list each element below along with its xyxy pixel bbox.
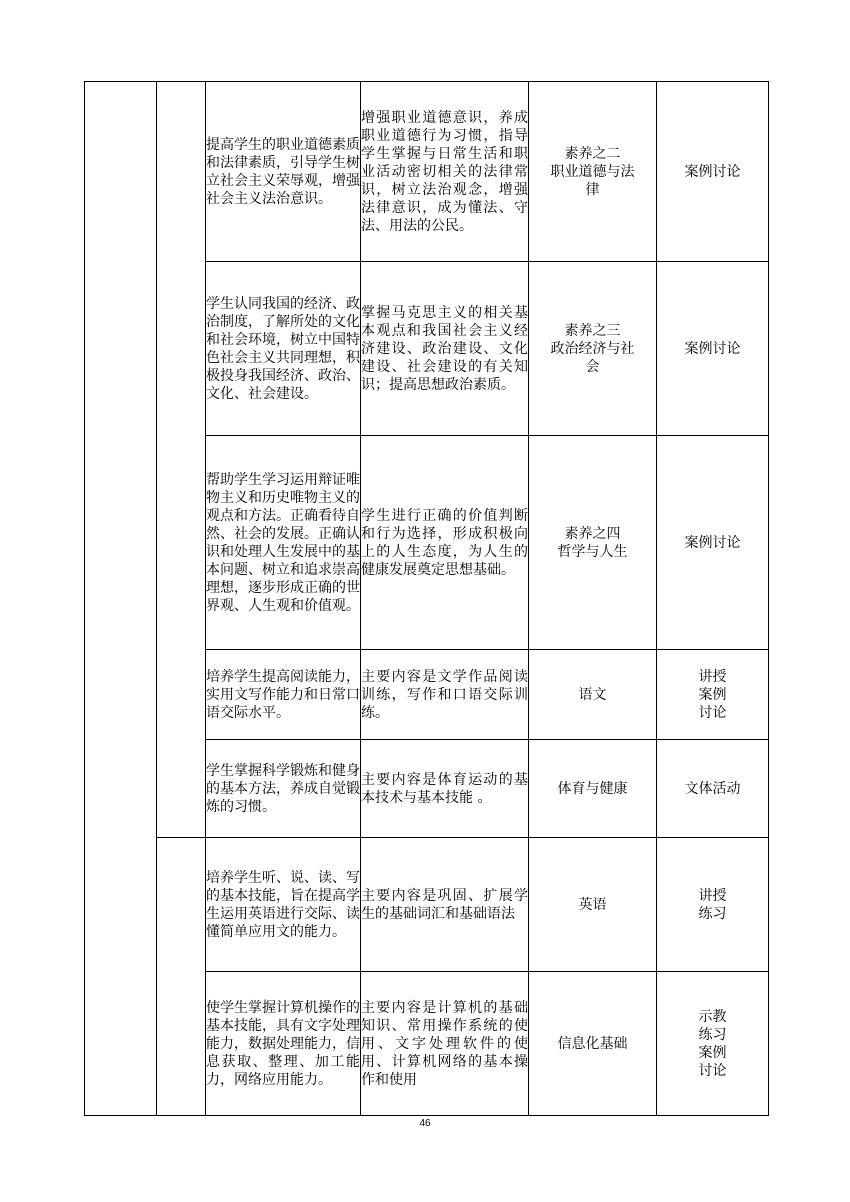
- subcategory-cell: [157, 82, 206, 838]
- content-cell: 掌握马克思主义的相关基本观点和我国社会主义经济建设、政治建设、文化建设、社会建设的有关知识；提高思想政治素质。: [361, 262, 529, 436]
- course-name-cell: 素养之四 哲学与人生: [529, 436, 657, 650]
- goal-cell: 培养学生提高阅读能力，实用文写作能力和日常口语交际水平。: [206, 650, 361, 740]
- content-cell: 学生进行正确的价值判断和行为选择，形成积极向上的人生态度，为人生的健康发展奠定思想基础。: [361, 436, 529, 650]
- goal-cell: 培养学生听、说、读、写的基本技能，旨在提高学生运用英语进行交际、读懂简单应用文的能力。: [206, 838, 361, 972]
- course-name-cell: 信息化基础: [529, 972, 657, 1116]
- goal-cell: 提高学生的职业道德素质和法律素质，引导学生树立社会主义荣辱观，增强社会主义法治意识。: [206, 82, 361, 262]
- content-cell: 主要内容是体育运动的基本技术与基本技能 。: [361, 740, 529, 838]
- goal-cell: 学生掌握科学锻炼和健身的基本方法，养成自觉锻炼的习惯。: [206, 740, 361, 838]
- content-cell: 主要内容是计算机的基础知识、常用操作系统的使用、文字处理软件的使用、计算机网络的基本操作和使用: [361, 972, 529, 1116]
- teaching-method-cell: 文体活动: [657, 740, 769, 838]
- subcategory-cell: [157, 838, 206, 1116]
- content-cell: 主要内容是文学作品阅读训练，写作和口语交际训练。: [361, 650, 529, 740]
- teaching-method-cell: 案例讨论: [657, 262, 769, 436]
- goal-cell: 学生认同我国的经济、政治制度，了解所处的文化和社会环境，树立中国特色社会主义共同理想，积极投身我国经济、政治、文化、社会建设。: [206, 262, 361, 436]
- content-cell: 主要内容是巩固、扩展学生的基础词汇和基础语法: [361, 838, 529, 972]
- category-cell: [85, 82, 157, 1116]
- course-name-cell: 体育与健康: [529, 740, 657, 838]
- table-row: [85, 82, 769, 262]
- goal-cell: 使学生掌握计算机操作的基本技能，具有文字处理能力，数据处理能力，信息获取、整理、加工能力，网络应用能力。: [206, 972, 361, 1116]
- curriculum-table: [84, 81, 769, 1116]
- page-number: 46: [419, 1118, 431, 1129]
- table-row: [85, 838, 769, 972]
- course-name-cell: 英语: [529, 838, 657, 972]
- teaching-method-cell: 案例讨论: [657, 436, 769, 650]
- course-name-cell: 素养之二 职业道德与法 律: [529, 82, 657, 262]
- content-cell: 增强职业道德意识，养成职业道德行为习惯，指导学生掌握与日常生活和职业活动密切相关的法律常识，树立法治观念，增强法律意识，成为懂法、守法、用法的公民。: [361, 82, 529, 262]
- goal-cell: 帮助学生学习运用辩证唯物主义和历史唯物主义的观点和方法。正确看待自然、社会的发展。正确认识和处理人生发展中的基本问题、树立和追求崇高理想，逐步形成正确的世界观、人生观和价值观。: [206, 436, 361, 650]
- course-name-cell: 素养之三 政治经济与社 会: [529, 262, 657, 436]
- teaching-method-cell: 讲授 练习: [657, 838, 769, 972]
- course-name-cell: 语文: [529, 650, 657, 740]
- teaching-method-cell: 讲授 案例 讨论: [657, 650, 769, 740]
- teaching-method-cell: 案例讨论: [657, 82, 769, 262]
- teaching-method-cell: 示教 练习 案例 讨论: [657, 972, 769, 1116]
